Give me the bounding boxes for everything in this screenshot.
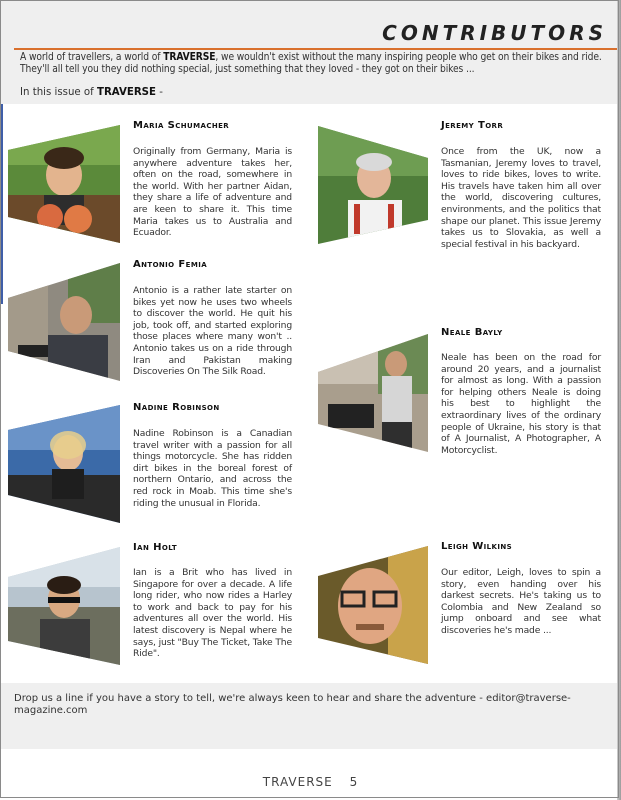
contributor-bio: Neale has been on the road for around 20 years, and a journalist for almost as long. With a passion for helping others Neale is doing his best to highlight the extraordinary lives of the ordinary people of Ukraine, his story is that of A Journalist, A Photographer, A Motorcyclist.: [441, 352, 601, 456]
contributor-bio: Ian is a Brit who has lived in Singapore for over a decade. A life long rider, who now rides a Harley to work and back to pay for his adventures all over the world. His latest discovery is Nepal where he says, just "Buy The Ticket, Take The Ride".: [133, 567, 292, 660]
contributor-bio: Once from the UK, now a Tasmanian, Jeremy loves to travel, loves to ride bikes, loves to write. His travels have taken him all over the world, discovering cultures, environments, and the politics that shape our planet. This issue Jeremy takes us to Slovakia, as well a special festival in his backyard.: [441, 146, 601, 250]
contributor-bio: Our editor, Leigh, loves to spin a story, even handing over his darkest secrets. He's taking us to Colombia and New Zealand so jump onboard and see what discoveries he's made ...: [441, 567, 601, 636]
contributor-name: Antonio Femia: [133, 259, 208, 270]
contributor-name: Maria Schumacher: [133, 120, 230, 131]
contributor-name: Nadine Robinson: [133, 402, 220, 413]
contributor-bio: Antonio is a rather late starter on bikes yet now he uses two wheels to discover the world. He quit his job, took off, and started exploring those places where many won't .. Antonio takes us on a ride through Iran and Pakistan making Discoveries On The Silk Road.: [133, 285, 292, 378]
in-this-issue-label: In this issue of TRAVERSE -: [20, 87, 163, 98]
page-title: CONTRIBUTORS: [382, 21, 607, 45]
submission-note: Drop us a line if you have a story to tell, we're always keen to hear and share the adventure - editor@traverse-magazine.com: [14, 693, 571, 716]
intro-paragraph: A world of travellers, a world of TRAVERSE, we wouldn't exist without the many inspiring people who get on their bikes and ride. They'll all tell you they did nothing special, just something that they loved - they got on their bikes ...: [20, 52, 602, 75]
contributor-bio: Nadine Robinson is a Canadian travel writer with a passion for all things motorcycle. She has ridden dirt bikes in the boreal forest of northern Ontario, and across the red rock in Moab. This time she's riding the unusual in Florida.: [133, 428, 292, 509]
contributor-name: Ian Holt: [133, 542, 178, 553]
magazine-name: TRAVERSE: [262, 775, 333, 789]
contributor-name: Neale Bayly: [441, 327, 503, 338]
page-number: 5: [349, 775, 359, 789]
contributor-bio: Originally from Germany, Maria is anywhere adventure takes her, often on the road, somewhere in the world. With her partner Aidan, they share a life of adventure and are keen to share it. This time Maria takes us to Australia and Ecuador.: [133, 146, 292, 239]
contributor-name: Leigh Wilkins: [441, 541, 513, 552]
contributor-name: Jeremy Torr: [441, 120, 504, 131]
